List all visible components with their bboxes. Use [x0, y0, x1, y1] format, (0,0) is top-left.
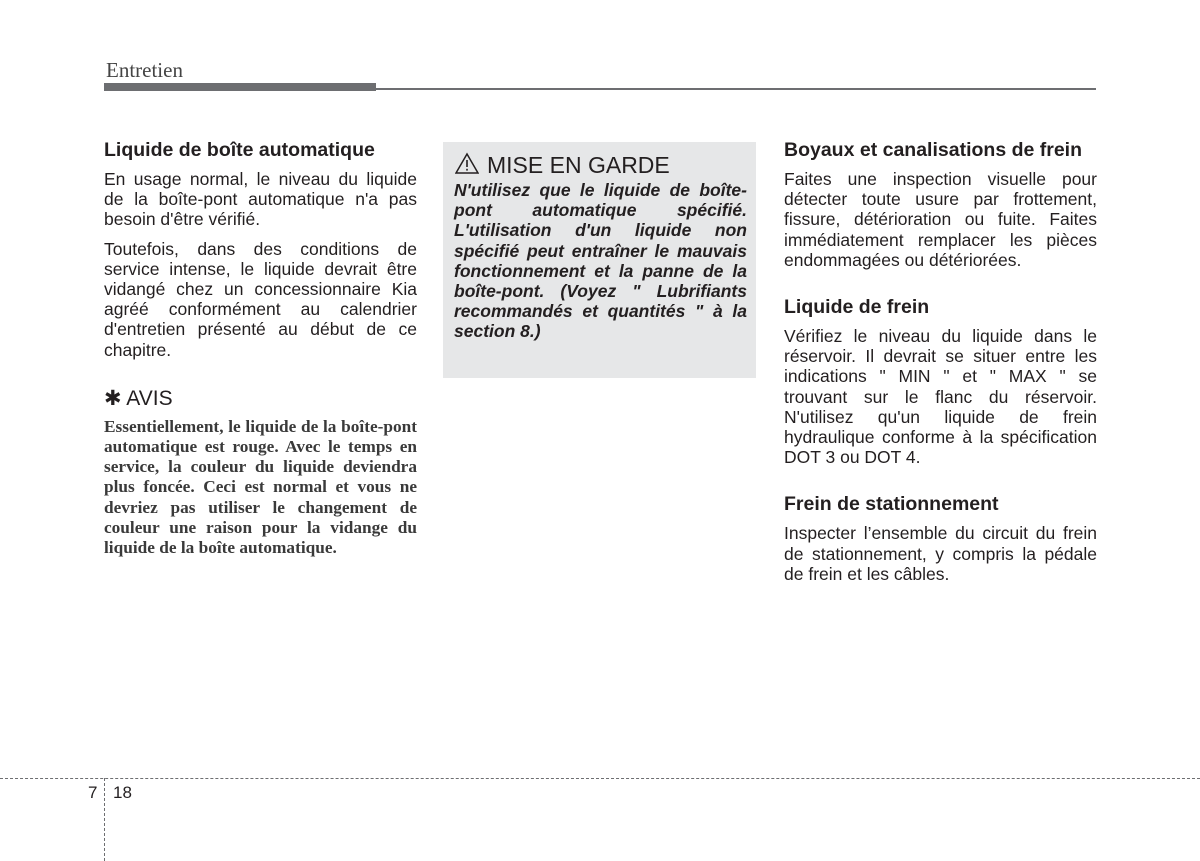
footer-rule: [0, 778, 1200, 779]
warning-box: [443, 142, 756, 378]
notice-body: Essentiellement, le liquide de la boîte-pont automatique est rouge. Avec le temps en service, la couleur du liquide deviendra plus foncée. Ceci est normal et vous ne devriez pas utiliser le changement de couleur une raison pour la vidange du liquide de la boîte automatique.: [104, 416, 417, 558]
footer-divider: [104, 778, 105, 861]
paragraph: Vérifiez le niveau du liquide dans le réservoir. Il devrait se situer entre les indications " MIN " et " MAX " se trouvant sur le flanc du réservoir. N'utilisez qu'un liquide de frein hydraulique conforme à la spécification DOT 3 ou DOT 4.: [784, 326, 1097, 468]
section-title: Entretien: [106, 58, 183, 82]
notice-label: AVIS: [126, 386, 173, 410]
header-rule: [104, 88, 1096, 90]
asterisk-icon: ✱: [104, 386, 122, 410]
paragraph: Toutefois, dans des conditions de service intense, le liquide devrait être vidangé chez un concessionnaire Kia agréé conformément au calendrier d'entretien présenté au début de ce chapitre.: [104, 238, 417, 360]
paragraph: Faites une inspection visuelle pour détecter toute usure par frottement, fissure, détérioration ou fuite. Faites immédiatement remplacer les pièces endommagées ou détériorées.: [784, 169, 1097, 270]
column-right: [784, 140, 1097, 593]
warning-body: N'utilisez que le liquide de boîte-pont automatique spécifié. L'utilisation d'un liquide non spécifié peut entraîner le mauvais fonctionnement et la panne de la boîte-pont. (Voyez " Lubrifiants recommandés et quantités " à la section 8.): [454, 180, 747, 342]
heading-brake-lines: Boyaux et canalisations de frein: [784, 139, 1083, 161]
chapter-number: 7: [88, 783, 98, 802]
heading-parking-brake: Frein de stationnement: [784, 493, 999, 516]
warning-triangle-icon: [455, 152, 479, 179]
column-left: [104, 140, 417, 558]
paragraph: En usage normal, le niveau du liquide de la boîte-pont automatique n'a pas besoin d'être vérifié.: [104, 169, 417, 230]
page-number: 18: [113, 783, 132, 802]
notice-title: [104, 387, 417, 411]
heading-transmission-fluid: Liquide de boîte automatique: [104, 139, 375, 161]
warning-title: MISE EN GARDE: [487, 152, 670, 178]
paragraph: Inspecter l’ensemble du circuit du frein de stationnement, y compris la pédale de frein et les câbles.: [784, 523, 1097, 584]
heading-brake-fluid: Liquide de frein: [784, 296, 930, 319]
warning-header: [455, 152, 670, 179]
